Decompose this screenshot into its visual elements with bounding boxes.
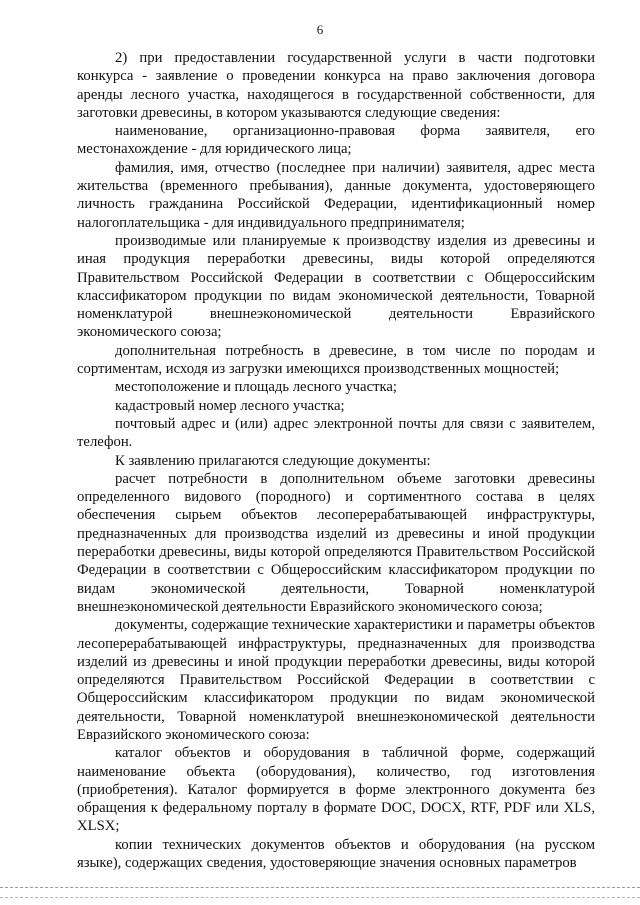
page-bottom-divider [0, 887, 640, 888]
paragraph-legal-entity-name: наименование, организационно-правовая форма заявителя, его местонахождение - для юридического лица; [77, 123, 595, 158]
page-number: 6 [316, 22, 324, 37]
paragraph-cadastral-number: кадастровый номер лесного участка; [115, 397, 345, 414]
paragraph-additional-wood-demand: дополнительная потребность в древесине, в том числе по породам и сортиментам, исходя из загрузки имеющихся производственных мощностей; [77, 342, 595, 378]
paragraph-wood-products: производимые или планируемые к производству изделия из древесины и иная продукция переработки древесины, виды которой определяются Правительством Российской Федерации в соответствии с Общероссийским классификатором продукции по видам экономической деятельности, Товарной номенклатурой внешнеэкономической деятельности Евразийского экономического союза; [77, 232, 595, 341]
paragraph-demand-calculation: расчет потребности в дополнительном объеме заготовки древесины определенного видового (породного) и сортиментного состава в целях обеспечения сырьем объектов лесоперерабатывающей инфраструктуры, предназначенных для производства изделий из древесины и иной продукции переработки древесины, виды которой определяются Правительством Российской Федерации в соответствии с Общероссийским классификатором продукции по видам экономической деятельности, Товарной номенклатурой внешнеэкономической деятельности Евразийского экономического союза; [77, 470, 595, 615]
paragraph-contact-address: почтовый адрес и (или) адрес электронной почты для связи с заявителем, телефон. [77, 415, 595, 451]
page-body [77, 49, 595, 872]
paragraph-technical-copies: копии технических документов объектов и оборудования (на русском языке), содержащих сведения, удостоверяющие значения основных параметров [77, 836, 595, 872]
paragraph-technical-documents: документы, содержащие технические характеристики и параметры объектов лесоперерабатывающей инфраструктуры, предназначенных для производства изделий из древесины и иной продукции переработки древесины, виды которой определяются Правительством Российской Федерации в соответствии с Общероссийским классификатором продукции по видам экономической деятельности, Товарной номенклатурой внешнеэкономической деятельности Евразийского экономического союза: [77, 617, 595, 743]
paragraph-equipment-catalog: каталог объектов и оборудования в табличной форме, содержащий наименование объекта (оборудования), количество, год изготовления (приобретения). Каталог формируется в форме электронного документа без обращения к федеральному порталу в формате DOC, DOCX, RTF, PDF или XLS, XLSX; [77, 745, 595, 835]
paragraph-plot-location-area: местоположение и площадь лесного участка; [115, 379, 398, 396]
paragraph-attachments-intro: К заявлению прилагаются следующие документы: [115, 452, 431, 469]
paragraph-entrepreneur-details: фамилия, имя, отчество (последнее при наличии) заявителя, адрес места жительства (временного пребывания), данные документа, удостоверяющего личность гражданина Российской Федерации, идентификационный номер налогоплательщика - для индивидуального предпринимателя; [77, 159, 595, 231]
paragraph-contest-application: 2) при предоставлении государственной услуги в части подготовки конкурса - заявление о проведении конкурса на право заключения договора аренды лесного участка, находящегося в государственной собственности, для заготовки древесины, в котором указываются следующие сведения: [77, 50, 595, 121]
page-bottom-divider-secondary [0, 897, 640, 898]
